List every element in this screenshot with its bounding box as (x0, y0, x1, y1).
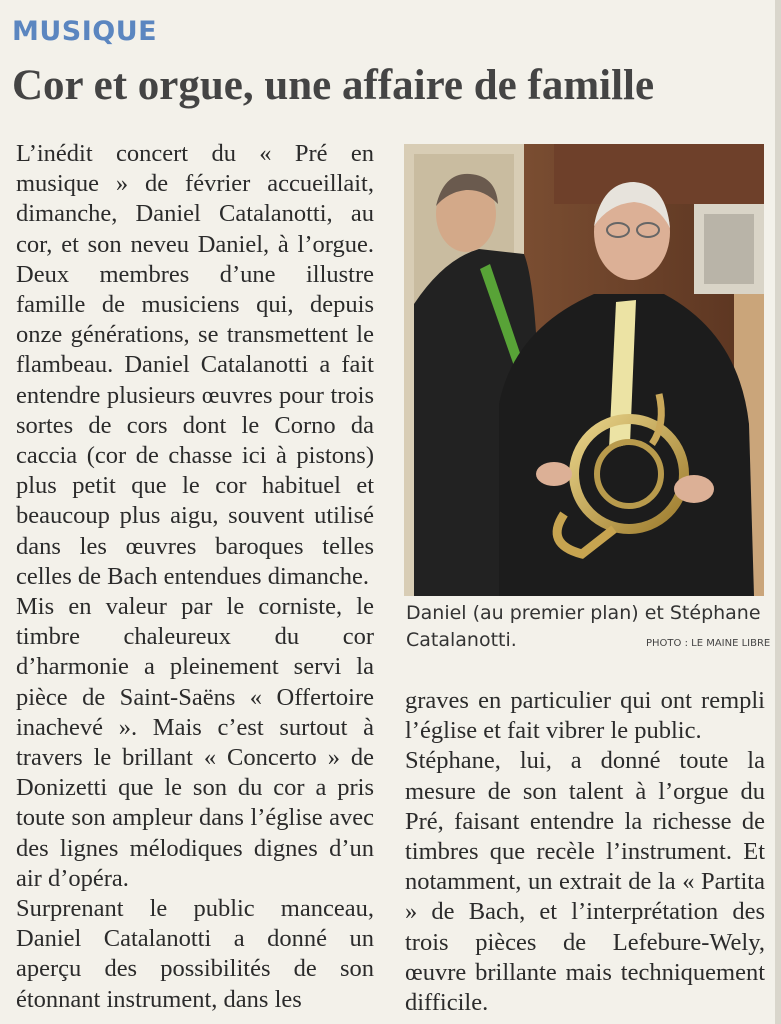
article-photo (404, 144, 764, 596)
paragraph: Stéphane, lui, a donné toute la mesure de son talent à l’orgue du Pré, faisant entendre la richesse de timbres que recèle l’instrument. Et notamment, un extrait de la « Partita » de Bach, et l’interprétation des trois pièces de Lefebure-Wely, œuvre brillante mais techniquement difficile. (405, 747, 765, 1017)
section-rubric: MUSIQUE (12, 16, 158, 47)
page-edge (775, 0, 781, 1024)
photo-credit: PHOTO : LE MAINE LIBRE (646, 638, 771, 649)
article-column-1 (16, 139, 374, 1015)
paragraph: graves en particulier qui ont rempli l’église et fait vibrer le public. (405, 687, 765, 745)
photo-caption: Daniel (au premier plan) et Stéphane Catalanotti. (406, 602, 761, 651)
paragraph: Surprenant le public manceau, Daniel Catalanotti a donné un aperçu des possibilités de son étonnant instrument, dans les (16, 895, 374, 1013)
paragraph: L’inédit concert du « Pré en musique » de février accueillait, dimanche, Daniel Catalanotti, au cor, et son neveu Daniel, à l’orgue. Deux membres d’une illustre famille de musiciens qui, depuis onze générations, se transmettent le flambeau. Daniel Catalanotti a fait entendre plusieurs œuvres pour trois sortes de cors dont le Corno da caccia (cor de chasse ici à pistons) plus petit que le cor habituel et beaucoup plus aigu, souvent utilisé dans les œuvres baroques telles celles de Bach entendues dimanche. (16, 140, 374, 590)
article-headline: Cor et orgue, une affaire de famille (12, 62, 655, 109)
paragraph: Mis en valeur par le corniste, le timbre chaleureux du cor d’harmonie a pleinement servi la pièce de Saint-Saëns « Offertoire inachevé ». Mais c’est surtout à travers le brillant « Concerto » de Donizetti que le son du cor a pris toute son ampleur dans l’église avec des lignes mélodiques dignes d’un air d’opéra. (16, 593, 374, 892)
musicians-photo (404, 144, 764, 596)
article-column-2 (405, 686, 765, 1018)
